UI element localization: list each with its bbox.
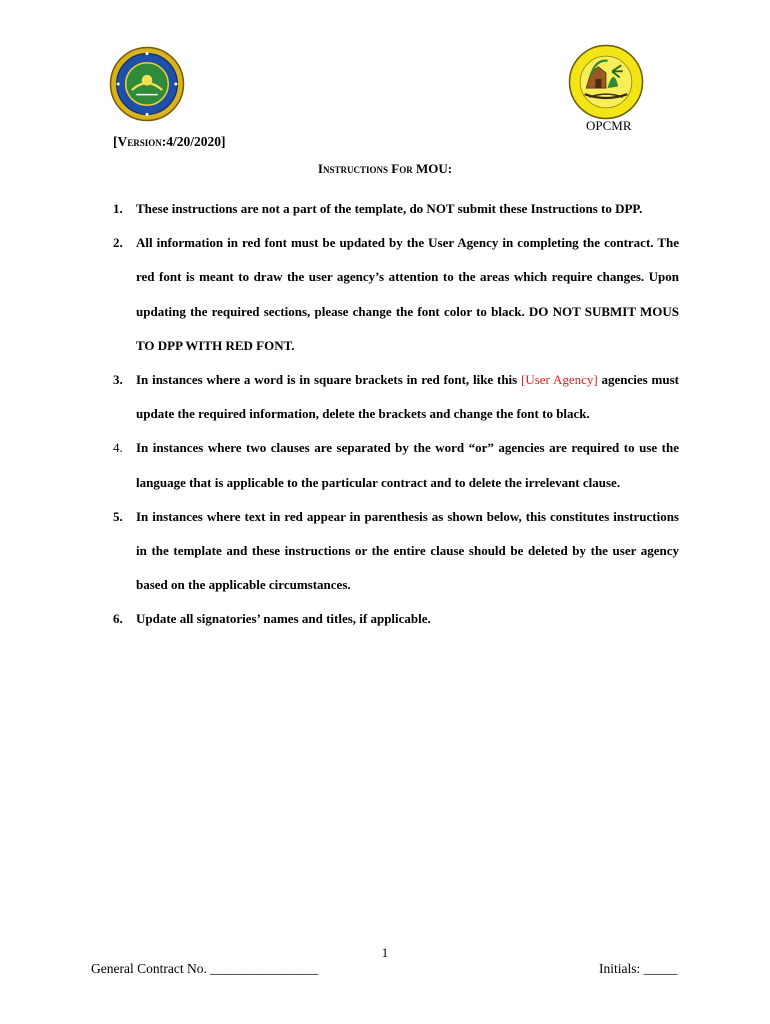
page-number: 1 [381,945,389,960]
list-item-text: In instances where text in red appear in parenthesis as shown below, this constitutes instructions in the template and these instructions or the entire clause should be deleted by the user agency based on the applicable circumstances. [136,508,679,593]
list-item-text: These instructions are not a part of the template, do NOT submit these Instructions to DPP. [136,201,643,216]
version-bracket-open: [ [113,134,118,149]
list-item-number: 2. [113,235,123,251]
list-item-text: All information in red font must be updated by the User Agency in completing the contract. The red font is meant to draw the user agency’s attention to the areas which require changes. Upon updating the required sections, please change the font color to black. DO NOT SUBMIT MOUS TO DPP WITH RED FONT. [136,235,679,353]
user-agency-placeholder: [User Agency] [521,372,598,388]
list-item-text-after: agencies must update the required information, delete the brackets and change the font to black. [136,372,679,422]
opcmr-label: OPCMR [586,118,632,133]
initials-field: Initials: _____ [599,961,678,976]
list-item-number: 1. [113,201,123,216]
department-of-property-and-procurement-seal-icon [568,44,644,120]
title-mou: MOU: [415,161,453,176]
version-label: Version [117,134,162,149]
government-of-usvi-seal-icon [109,46,185,122]
list-item-number: 4. [113,440,123,456]
list-item [113,431,679,499]
page-title [0,161,770,177]
title-instructions-for: Instructions For [317,161,416,176]
version-value: :4/20/2020] [161,134,226,149]
list-item [113,192,679,226]
list-item [113,500,679,603]
list-item-number: 3. [113,372,123,388]
general-contract-number: General Contract No. ________________ [91,961,319,976]
instructions-list [113,192,679,637]
list-item [113,363,679,431]
list-item-text: Update all signatories’ names and titles, if applicable. [136,611,431,627]
list-item-number: 6. [113,611,123,627]
list-item [113,226,679,363]
list-item-text [136,363,679,431]
list-item-text-before: In instances where a word is in square brackets in red font, like this [136,372,522,388]
list-item-number: 5. [113,508,123,524]
list-item-text: In instances where two clauses are separated by the word “or” agencies are required to use the language that is applicable to the particular contract and to delete the irrelevant clause. [136,440,679,490]
version-line [113,134,226,150]
list-item [113,602,679,636]
